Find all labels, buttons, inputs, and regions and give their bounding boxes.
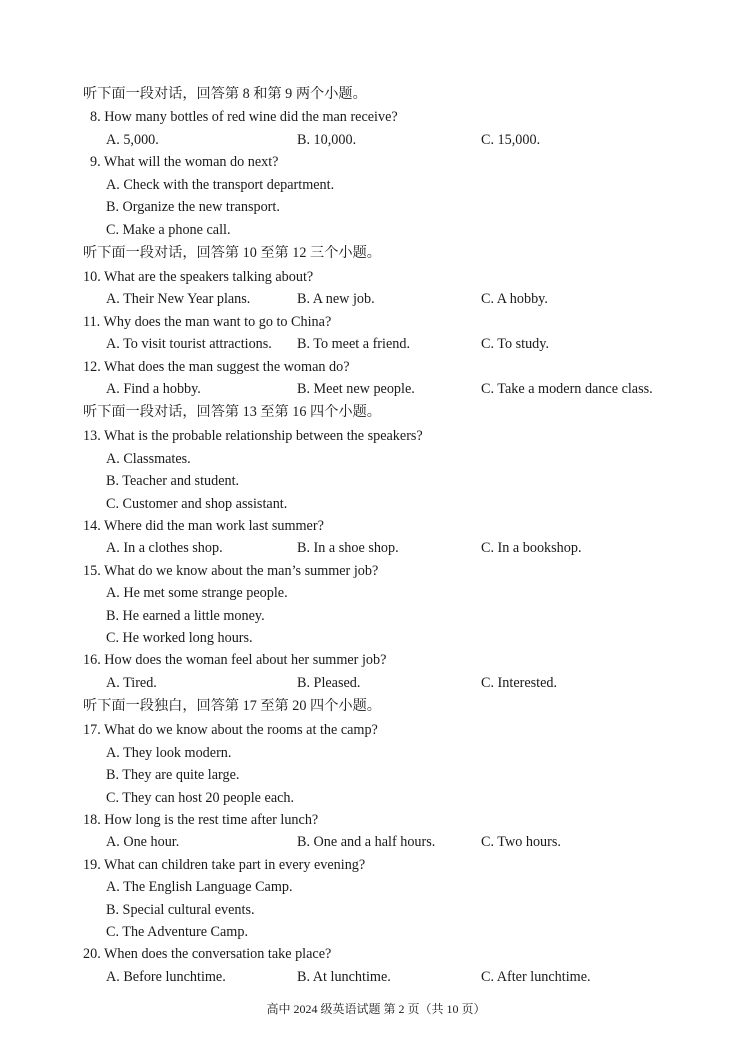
question-10-option-b: B. A new job. (297, 291, 375, 307)
question-17-option-b: B. They are quite large. (106, 767, 240, 783)
question-8-option-a: A. 5,000. (106, 132, 159, 148)
question-12-option-b: B. Meet new people. (297, 381, 415, 397)
question-10-stem: 10. What are the speakers talking about? (83, 269, 314, 285)
question-20-option-c: C. After lunchtime. (481, 969, 591, 985)
question-17-option-a: A. They look modern. (106, 745, 232, 761)
question-14-options (0, 539, 752, 557)
question-10-option-a: A. Their New Year plans. (106, 291, 251, 307)
section-heading-3: 听下面一段对话，回答第 13 至第 16 四个小题。 (83, 404, 381, 420)
question-16-stem: 16. How does the woman feel about her summer job? (83, 652, 387, 668)
question-11-options (0, 335, 752, 353)
section-heading-1: 听下面一段对话，回答第 8 和第 9 两个小题。 (83, 86, 367, 102)
question-20-option-a: A. Before lunchtime. (106, 969, 226, 985)
section-heading-4: 听下面一段独白，回答第 17 至第 20 四个小题。 (83, 698, 381, 714)
question-20-options (0, 968, 752, 986)
question-13-option-a: A. Classmates. (106, 451, 191, 467)
question-18-options (0, 833, 752, 851)
question-9-option-a: A. Check with the transport department. (106, 177, 335, 193)
question-20-option-b: B. At lunchtime. (297, 969, 391, 985)
question-10-option-c: C. A hobby. (481, 291, 548, 307)
question-8-stem: 8. How many bottles of red wine did the man receive? (90, 109, 398, 125)
question-12-stem: 12. What does the man suggest the woman do? (83, 359, 350, 375)
question-19-stem: 19. What can children take part in every evening? (83, 857, 366, 873)
section-heading-2: 听下面一段对话，回答第 10 至第 12 三个小题。 (83, 245, 381, 261)
question-12-option-c: C. Take a modern dance class. (481, 381, 653, 397)
question-11-option-c: C. To study. (481, 336, 549, 352)
question-13-option-b: B. Teacher and student. (106, 473, 240, 489)
question-18-option-b: B. One and a half hours. (297, 834, 436, 850)
question-15-option-a: A. He met some strange people. (106, 585, 288, 601)
question-13-stem: 13. What is the probable relationship between the speakers? (83, 428, 423, 444)
question-15-stem: 15. What do we know about the man’s summer job? (83, 563, 379, 579)
question-17-option-c: C. They can host 20 people each. (106, 790, 295, 806)
question-10-options (0, 290, 752, 308)
question-16-option-b: B. Pleased. (297, 675, 361, 691)
question-8-option-b: B. 10,000. (297, 132, 357, 148)
question-18-option-a: A. One hour. (106, 834, 180, 850)
question-14-stem: 14. Where did the man work last summer? (83, 518, 324, 534)
question-11-option-a: A. To visit tourist attractions. (106, 336, 272, 352)
question-19-option-c: C. The Adventure Camp. (106, 924, 248, 940)
question-8-options (0, 131, 752, 149)
question-18-stem: 18. How long is the rest time after lunch? (83, 812, 319, 828)
question-14-option-c: C. In a bookshop. (481, 540, 582, 556)
question-9-stem: 9. What will the woman do next? (90, 154, 279, 170)
question-9-option-b: B. Organize the new transport. (106, 199, 280, 215)
question-17-stem: 17. What do we know about the rooms at the camp? (83, 722, 378, 738)
question-12-option-a: A. Find a hobby. (106, 381, 201, 397)
question-20-stem: 20. When does the conversation take place? (83, 946, 332, 962)
question-19-option-b: B. Special cultural events. (106, 902, 255, 918)
question-12-options (0, 380, 752, 398)
question-15-option-c: C. He worked long hours. (106, 630, 253, 646)
question-14-option-b: B. In a shoe shop. (297, 540, 399, 556)
question-16-option-c: C. Interested. (481, 675, 558, 691)
question-15-option-b: B. He earned a little money. (106, 608, 265, 624)
question-16-options (0, 674, 752, 692)
question-11-option-b: B. To meet a friend. (297, 336, 411, 352)
question-16-option-a: A. Tired. (106, 675, 157, 691)
question-13-option-c: C. Customer and shop assistant. (106, 496, 288, 512)
question-9-option-c: C. Make a phone call. (106, 222, 231, 238)
question-8-option-c: C. 15,000. (481, 132, 541, 148)
question-18-option-c: C. Two hours. (481, 834, 561, 850)
question-14-option-a: A. In a clothes shop. (106, 540, 223, 556)
page-footer: 高中 2024 级英语试题 第 2 页（共 10 页） (266, 1002, 486, 1016)
question-11-stem: 11. Why does the man want to go to China? (83, 314, 332, 330)
question-19-option-a: A. The English Language Camp. (106, 879, 293, 895)
